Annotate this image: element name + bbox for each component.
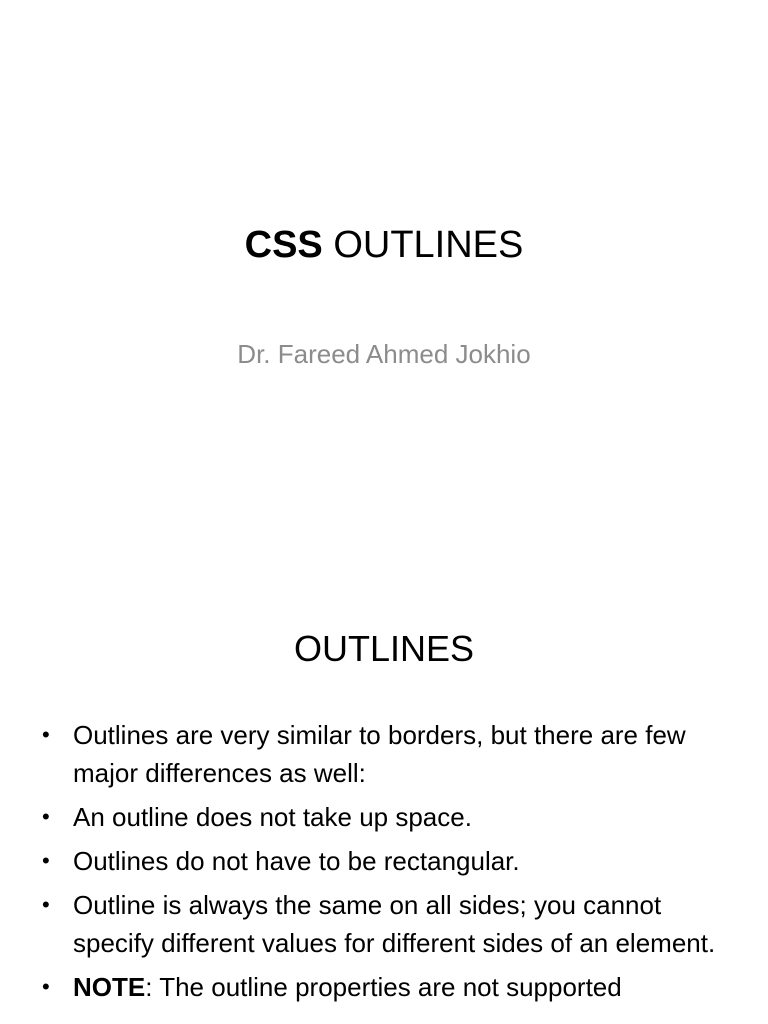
bullet-icon: • bbox=[42, 974, 50, 999]
bullet-item bbox=[40, 842, 730, 880]
slide-title-rest: OUTLINES bbox=[322, 224, 524, 266]
slide-title-strong: CSS bbox=[244, 224, 323, 266]
bullet-icon: • bbox=[42, 722, 50, 747]
content-slide-title: OUTLINES bbox=[293, 628, 475, 669]
bullet-item bbox=[40, 798, 730, 836]
bullet-text: Outlines do not have to be rectangular. bbox=[73, 846, 520, 876]
bullet-text: Outlines are very similar to borders, but there are few major differences as well: bbox=[73, 720, 686, 788]
slide-title bbox=[0, 222, 768, 268]
bullet-icon: • bbox=[42, 848, 50, 873]
slide-subtitle: Dr. Fareed Ahmed Jokhio bbox=[237, 339, 531, 369]
bullet-text: An outline does not take up space. bbox=[73, 802, 472, 832]
bullet-item bbox=[40, 886, 730, 962]
note-label: NOTE bbox=[73, 972, 146, 1002]
bullet-list bbox=[40, 716, 730, 1012]
bullet-text: Outline is always the same on all sides; you cannot specify different values for different sides of an element. bbox=[73, 890, 716, 958]
bullet-icon: • bbox=[42, 892, 50, 917]
bullet-text: : The outline properties are not supported bbox=[145, 972, 622, 1002]
bullet-item-note bbox=[40, 968, 730, 1006]
bullet-item bbox=[40, 716, 730, 792]
bullet-icon: • bbox=[42, 804, 50, 829]
content-slide bbox=[0, 576, 768, 1024]
